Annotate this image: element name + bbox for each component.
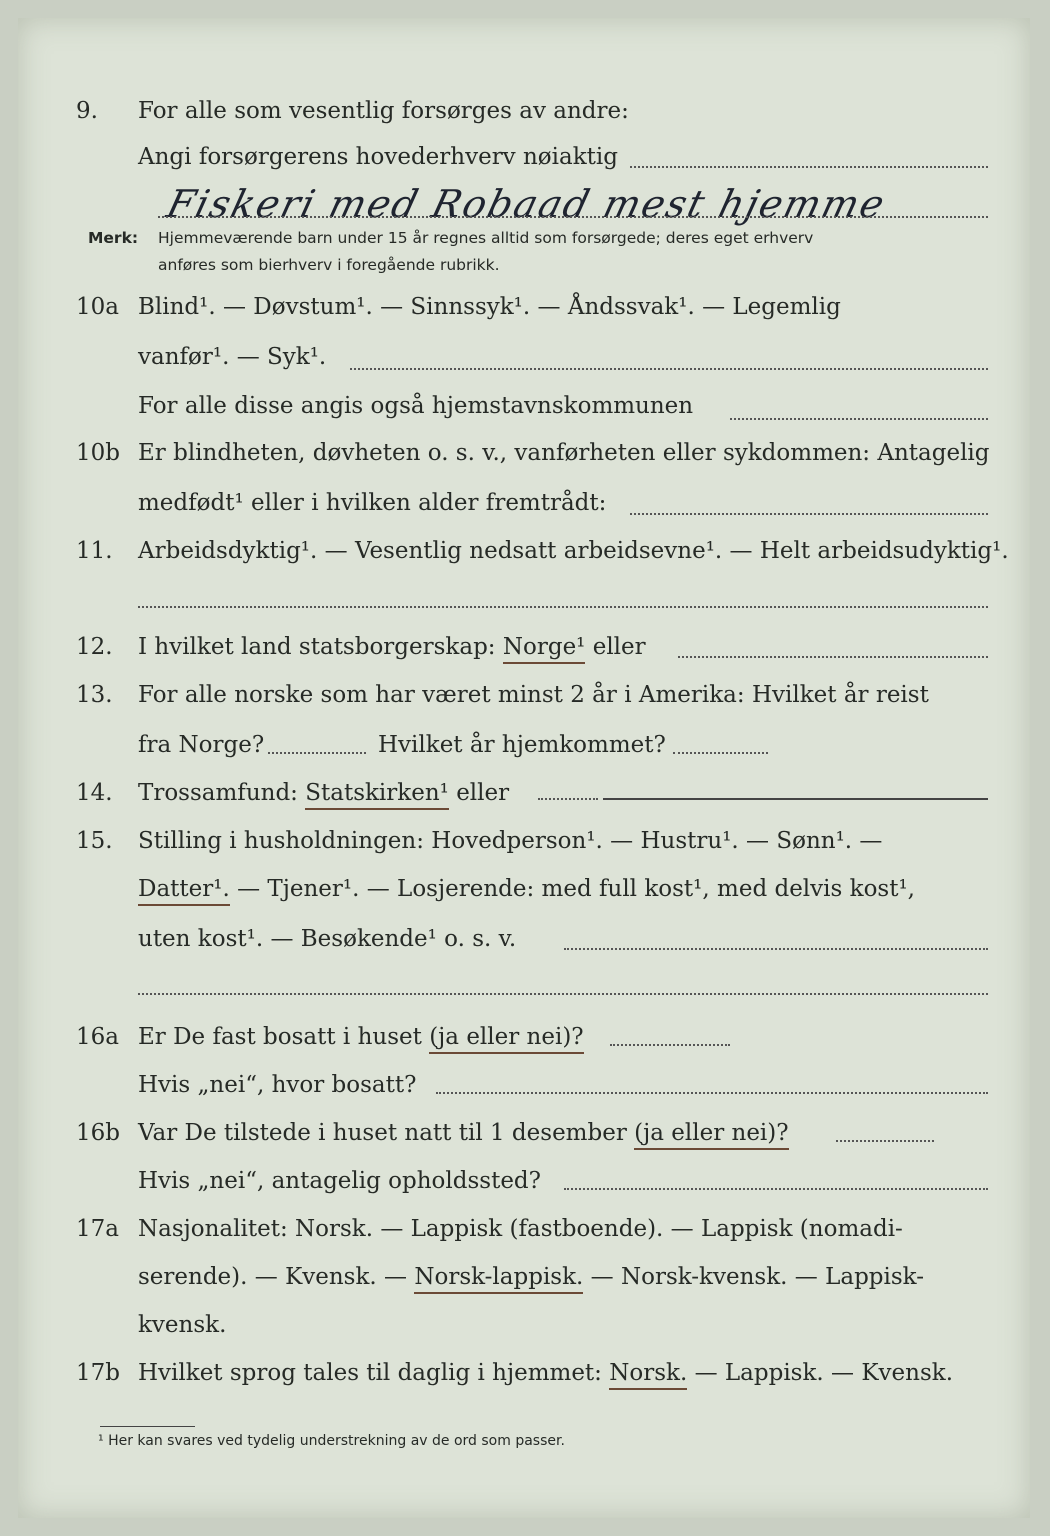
q14-post: eller <box>456 780 510 806</box>
q10a-answer-line-1 <box>350 368 988 370</box>
q16b-ja-eller-nei-underlined: (ja eller nei)? <box>634 1120 788 1150</box>
q11-text-1: Arbeidsdyktig¹. — Vesentlig nedsatt arbeidsevne¹. — Helt arbeidsudyktig¹. <box>138 538 1009 564</box>
q13-answer-line-2 <box>673 752 768 754</box>
q11-answer-line <box>138 606 988 608</box>
q16b-text-1 <box>138 1120 789 1146</box>
q15-text-2 <box>138 876 915 902</box>
q16b-answer-line-2 <box>564 1188 988 1190</box>
q16b-text-2: Hvis „nei“, antagelig opholdssted? <box>138 1168 541 1194</box>
q17a-norsk-lappisk-underlined: Norsk-lappisk. <box>414 1264 583 1294</box>
merk-text-1: Hjemmeværende barn under 15 år regnes alltid som forsørgede; deres eget erhverv <box>158 229 814 247</box>
q10b-text-2: medfødt¹ eller i hvilken alder fremtrådt: <box>138 490 607 516</box>
footnote: ¹ Her kan svares ved tydelig understrekning av de ord som passer. <box>98 1433 565 1449</box>
q14-number: 14. <box>76 780 113 806</box>
q12-pre: I hvilket land statsborgerskap: <box>138 634 496 660</box>
q17a-text-2c: — Norsk-kvensk. — Lappisk- <box>590 1264 924 1290</box>
q17b-number: 17b <box>76 1360 120 1386</box>
q16a-answer-line-2 <box>436 1092 988 1094</box>
q10a-text-2: vanfør¹. — Syk¹. <box>138 344 327 370</box>
footnote-rule <box>100 1426 195 1427</box>
q15-number: 15. <box>76 828 113 854</box>
q13-number: 13. <box>76 682 113 708</box>
q10a-text-1: Blind¹. — Døvstum¹. — Sinnssyk¹. — Åndssvak¹. — Legemlig <box>138 294 841 320</box>
q11-number: 11. <box>76 538 113 564</box>
q13-answer-line-1 <box>268 752 366 754</box>
q16a-text-1 <box>138 1024 584 1050</box>
q9-text-1: For alle som vesentlig forsørges av andre: <box>138 98 629 124</box>
q17b-text <box>138 1360 953 1386</box>
q17a-text-2 <box>138 1264 924 1290</box>
merk-label: Merk: <box>88 229 139 247</box>
q17b-pre: Hvilket sprog tales til daglig i hjemmet: <box>138 1360 602 1386</box>
q13-text-1: For alle norske som har været minst 2 år i Amerika: Hvilket år reist <box>138 682 929 708</box>
q14-pre: Trossamfund: <box>138 780 298 806</box>
q9-answer-line-2 <box>158 216 988 218</box>
q12-number: 12. <box>76 634 113 660</box>
q15-answer-line-1 <box>564 948 988 950</box>
q9-handwritten-answer: Fiskeri med Robaad mest hjemme <box>162 182 891 226</box>
q14-statskirken-underlined: Statskirken¹ <box>305 780 449 810</box>
q12-answer-line <box>678 656 988 658</box>
q12-text <box>138 634 646 660</box>
q16b-number: 16b <box>76 1120 120 1146</box>
q16a-ja-eller-nei-underlined: (ja eller nei)? <box>429 1024 583 1054</box>
q15-datter-underlined: Datter¹. <box>138 876 230 906</box>
q16b-answer-line-1 <box>836 1140 934 1142</box>
q10b-text-1: Er blindheten, døvheten o. s. v., vanførheten eller sykdommen: Antagelig <box>138 440 990 466</box>
q10a-number: 10a <box>76 294 119 320</box>
q15-text-2-rest: — Tjener¹. — Losjerende: med full kost¹, med delvis kost¹, <box>237 876 915 902</box>
q17a-text-2a: serende). — Kvensk. — <box>138 1264 408 1290</box>
q10b-number: 10b <box>76 440 120 466</box>
q9-answer-line-1 <box>630 166 988 168</box>
q13-text-2b: Hvilket år hjemkommet? <box>378 732 666 758</box>
q16a-pre: Er De fast bosatt i huset <box>138 1024 422 1050</box>
q9-number: 9. <box>76 98 98 124</box>
q14-answer-line <box>603 798 988 800</box>
q12-norge-underlined: Norge¹ <box>503 634 586 664</box>
q10a-text-3: For alle disse angis også hjemstavnskommunen <box>138 393 694 419</box>
q9-text-2: Angi forsørgerens hovederhverv nøiaktig <box>138 144 618 170</box>
q14-text <box>138 780 509 806</box>
q13-text-2a: fra Norge? <box>138 732 265 758</box>
q10a-answer-line-2 <box>730 418 988 420</box>
q17a-text-1: Nasjonalitet: Norsk. — Lappisk (fastboende). — Lappisk (nomadi- <box>138 1216 903 1242</box>
q16b-pre: Var De tilstede i huset natt til 1 desember <box>138 1120 627 1146</box>
q10b-answer-line <box>630 513 988 515</box>
census-form-page <box>18 18 1030 1518</box>
q15-text-1: Stilling i husholdningen: Hovedperson¹. — Hustru¹. — Sønn¹. — <box>138 828 883 854</box>
q17b-post: — Lappisk. — Kvensk. <box>694 1360 954 1386</box>
q17b-norsk-underlined: Norsk. <box>609 1360 687 1390</box>
q17a-text-3: kvensk. <box>138 1312 227 1338</box>
q16a-text-2: Hvis „nei“, hvor bosatt? <box>138 1072 417 1098</box>
q17a-number: 17a <box>76 1216 119 1242</box>
q16a-number: 16a <box>76 1024 119 1050</box>
q16a-answer-line-1 <box>610 1044 730 1046</box>
q15-text-3: uten kost¹. — Besøkende¹ o. s. v. <box>138 926 517 952</box>
q12-post: eller <box>592 634 646 660</box>
q15-answer-line-2 <box>138 993 988 995</box>
merk-text-2: anføres som bierhverv i foregående rubrikk. <box>158 256 500 274</box>
q14-answer-dots <box>538 798 598 800</box>
